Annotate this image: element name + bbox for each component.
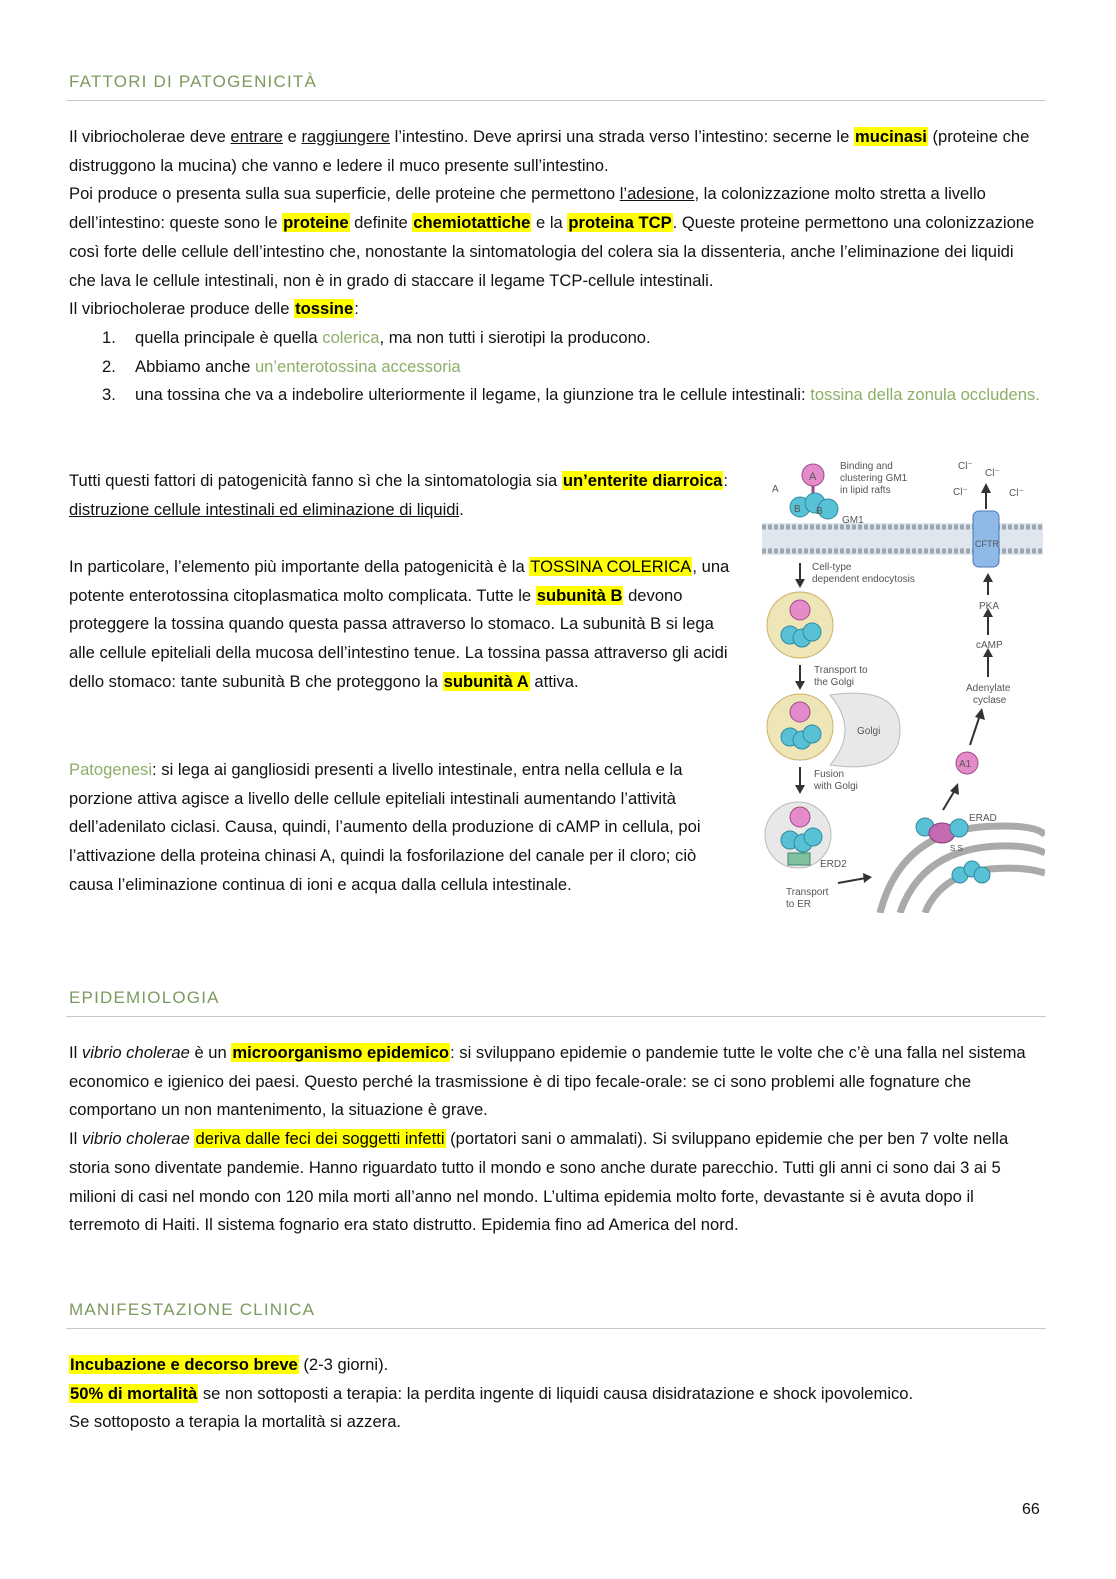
text: Il vibriocholerae deve bbox=[69, 127, 231, 146]
text: Il vibriocholerae produce delle bbox=[69, 299, 295, 319]
arrow-head bbox=[981, 483, 991, 493]
b-subunit bbox=[804, 828, 822, 846]
italic-text: vibrio cholerae bbox=[81, 1129, 190, 1149]
label-camp: cAMP bbox=[976, 640, 1003, 651]
text: definite bbox=[349, 213, 413, 233]
text: Il bbox=[69, 1043, 82, 1062]
highlight: microorganismo epidemico bbox=[232, 1043, 450, 1062]
highlight: un’enterite diarroica bbox=[562, 471, 723, 490]
label-b: B bbox=[816, 506, 823, 517]
highlight: tossine bbox=[295, 299, 354, 319]
text: , una potente enterotossina citoplasmatica molto complicata. Tutte le bbox=[69, 557, 730, 605]
label-adenylate: Adenylate bbox=[966, 683, 1011, 694]
arrow-head bbox=[795, 579, 805, 588]
label-ss: S S bbox=[950, 844, 963, 853]
highlight: 50% di mortalità bbox=[70, 1383, 198, 1403]
label-transport: Transport to bbox=[814, 665, 868, 676]
label-golgi: Golgi bbox=[857, 726, 881, 737]
paragraph-7 bbox=[69, 1039, 1044, 1240]
text: se non sottoposti a terapia: la perdita ingente di liquidi causa disidratazione e shock ipovolemico. bbox=[198, 1383, 914, 1403]
highlight: proteina TCP bbox=[568, 213, 672, 233]
label-cyclase: cyclase bbox=[973, 695, 1007, 706]
arrow-head bbox=[975, 708, 985, 720]
label-b: B bbox=[794, 504, 801, 515]
arrow-up bbox=[970, 715, 980, 745]
text: (proteine che distruggono la mucina) che vanno e ledere il muco presente sull’intestino. bbox=[69, 127, 1030, 175]
arrow-right bbox=[838, 878, 866, 883]
arrow-head bbox=[863, 873, 872, 883]
arrow-up bbox=[943, 790, 955, 810]
text: , la colonizzazione molto stretta a livello dell’intestino: queste sono le bbox=[69, 184, 986, 233]
label-gm1: GM1 bbox=[842, 515, 864, 526]
list-item bbox=[69, 353, 1044, 382]
label-a1: A1 bbox=[959, 759, 972, 770]
list-item bbox=[69, 324, 1044, 353]
text: l’intestino. Deve aprirsi una strada verso l’intestino: secerne le bbox=[390, 127, 854, 146]
label-pka: PKA bbox=[979, 601, 1000, 612]
highlight: deriva dalle feci dei soggetti infetti bbox=[195, 1129, 445, 1149]
label-dependent: dependent endocytosis bbox=[812, 574, 915, 585]
highlight: mucinasi bbox=[854, 127, 927, 146]
text: Se sottoposto a terapia la mortalità si azzera. bbox=[69, 1412, 402, 1432]
italic-text: vibrio cholerae bbox=[81, 1043, 190, 1062]
erd2-receptor bbox=[788, 853, 810, 865]
text: attiva. bbox=[529, 671, 579, 691]
section-rule bbox=[66, 100, 1046, 101]
text: : si sviluppano epidemie o pandemie tutte le volte che c’è una falla nel sistema economico e igienico dei paesi. Questo perché la trasmissione è di tipo fecale-orale: se ci sono problemi alle fognature che comportano un non mantenimento, la situazione è grave. bbox=[69, 1043, 1026, 1120]
label-cl: Cl⁻ bbox=[953, 487, 968, 498]
text: è un bbox=[189, 1043, 232, 1062]
text: Tutti questi fattori di patogenicità fanno sì che la sintomatologia sia bbox=[69, 471, 562, 490]
arrow-head bbox=[950, 783, 959, 795]
arrow-head bbox=[983, 573, 993, 582]
underlined-text: l’adesione bbox=[619, 184, 695, 204]
highlight: Incubazione e decorso breve bbox=[70, 1355, 298, 1374]
page-number: 66 bbox=[1022, 1501, 1040, 1518]
underlined-text: distruzione cellule intestinali ed eliminazione di liquidi bbox=[69, 499, 460, 519]
text: : bbox=[354, 299, 359, 319]
label-toer: to ER bbox=[786, 899, 812, 910]
a-subunit bbox=[790, 600, 810, 620]
label-cl: Cl⁻ bbox=[958, 461, 973, 472]
cholera-toxin-diagram bbox=[760, 455, 1045, 913]
paragraph-5 bbox=[69, 553, 737, 697]
b-subunit bbox=[803, 725, 821, 743]
text: devono proteggere la tossina quando questa passa attraverso lo stomaco. La subunità B si lega alle cellule epiteliali della mucosa dell’intestino tenue. La tossina passa attraverso gli acidi dello stomaco: tante subunità B che proteggono la bbox=[69, 585, 728, 691]
green-text: un’enterotossina accessoria bbox=[254, 356, 461, 376]
label-clustering: clustering GM1 bbox=[840, 473, 908, 484]
text: , ma non tutti i sierotipi la producono. bbox=[379, 327, 651, 347]
list-number: 3. bbox=[102, 385, 116, 405]
text: (2-3 giorni). bbox=[298, 1355, 389, 1374]
arrow-head bbox=[795, 785, 805, 794]
label-fusion: Fusion bbox=[814, 769, 845, 780]
a-subunit bbox=[790, 702, 810, 722]
label-erad: ERAD bbox=[969, 813, 997, 824]
text: quella principale è quella bbox=[135, 327, 323, 347]
highlight: proteine bbox=[283, 213, 349, 233]
paragraph-4 bbox=[69, 467, 737, 524]
green-text: colerica bbox=[322, 327, 380, 347]
label-binding: Binding and bbox=[840, 461, 893, 472]
text: : bbox=[723, 471, 729, 490]
label-withgolgi: with Golgi bbox=[814, 781, 858, 792]
label-golgi-to: the Golgi bbox=[814, 677, 855, 688]
highlight: subunità B bbox=[536, 585, 623, 605]
toxin-list bbox=[69, 324, 1044, 410]
label-celltype: Cell-type bbox=[812, 562, 852, 573]
list-item bbox=[69, 381, 1044, 410]
green-text: Patogenesi bbox=[69, 760, 153, 779]
section-rule bbox=[66, 1328, 1046, 1329]
label-cl: Cl⁻ bbox=[985, 468, 1000, 479]
paragraph-6 bbox=[69, 756, 737, 900]
underlined-text: raggiungere bbox=[301, 127, 391, 146]
section-title-epidemiologia: EPIDEMIOLOGIA bbox=[69, 988, 220, 1007]
label-erd2: ERD2 bbox=[820, 859, 847, 870]
text: Poi produce o presenta sulla sua superficie, delle proteine che permettono bbox=[69, 184, 620, 204]
text: e la bbox=[531, 213, 568, 233]
label-a2: A bbox=[772, 484, 779, 495]
text: : si lega ai gangliosidi presenti a livello intestinale, entra nella cellula e la porzione attiva agisce a livello delle cellule epiteliali intestinali aumentando l’attività dell’adenilato ciclasi. Causa, quindi, l’aumento della produzione di cAMP in cellula, poi l’attivazione della proteina chinasi A, quindi la fosforilazione del canale per il cloro; ciò causa l’eliminazione continua di ioni e acqua dalla cellula intestinale. bbox=[69, 760, 701, 894]
text: Il bbox=[69, 1129, 82, 1149]
highlight: TOSSINA COLERICA bbox=[530, 557, 692, 576]
b-subunit bbox=[803, 623, 821, 641]
text: e bbox=[283, 127, 302, 146]
label-transport2: Transport bbox=[786, 887, 829, 898]
section-title-manifestazione: MANIFESTAZIONE CLINICA bbox=[69, 1300, 316, 1319]
b-subunit bbox=[974, 867, 990, 883]
text: . Queste proteine permettono una colonizzazione così forte delle cellule dell’intestino che, nonostante la sintomatologia del colera sia la dissenteria, anche l’eliminazione dei liquidi che lava le cellule intestinali, non è in grado di staccare il legame TCP-cellule intestinali. bbox=[69, 213, 1035, 290]
label-cftr: CFTR bbox=[975, 539, 999, 549]
label-cl: Cl⁻ bbox=[1009, 488, 1024, 499]
text: (portatori sani o ammalati). Si sviluppano epidemie che per ben 7 volte nella storia sono diventate pandemie. Hanno riguardato tutto il mondo e sono anche durate parecchio. Tutti gli anni ci sono dai 3 ai 5 milioni di casi nel mondo con 120 mila morti all’anno nel mondo. L’ultima epidemia molto forte, devastante si è avuta dopo il terremoto di Haiti. Il sistema fognario era stato distrutto. Epidemia fino ad America del nord. bbox=[69, 1129, 1009, 1235]
text: In particolare, l’elemento più importante della patogenicità è la bbox=[69, 557, 530, 576]
list-number: 2. bbox=[102, 356, 116, 376]
label-a: A bbox=[809, 471, 817, 483]
text: una tossina che va a indebolire ulteriormente il legame, la giunzione tra le cellule intestinali: bbox=[135, 385, 811, 405]
a-subunit bbox=[790, 807, 810, 827]
b-subunit bbox=[950, 819, 968, 837]
section-title-fattori: FATTORI DI PATOGENICITÀ bbox=[69, 72, 317, 91]
list-number: 1. bbox=[102, 327, 116, 347]
highlight: chemiotattiche bbox=[413, 213, 531, 233]
green-text: . bbox=[1035, 385, 1040, 405]
toxin-on-membrane bbox=[790, 464, 838, 519]
text: . bbox=[459, 499, 464, 519]
text: Abbiamo anche bbox=[135, 356, 255, 376]
highlight: subunità A bbox=[443, 671, 529, 691]
green-text: tossina della zonula occludens bbox=[810, 385, 1036, 405]
arrow-head bbox=[795, 681, 805, 690]
underlined-text: entrare bbox=[230, 127, 283, 146]
paragraph-9 bbox=[69, 1351, 1044, 1437]
section-rule bbox=[66, 1016, 1046, 1017]
label-lipid: in lipid rafts bbox=[840, 485, 891, 496]
paragraph-1 bbox=[69, 123, 1044, 410]
